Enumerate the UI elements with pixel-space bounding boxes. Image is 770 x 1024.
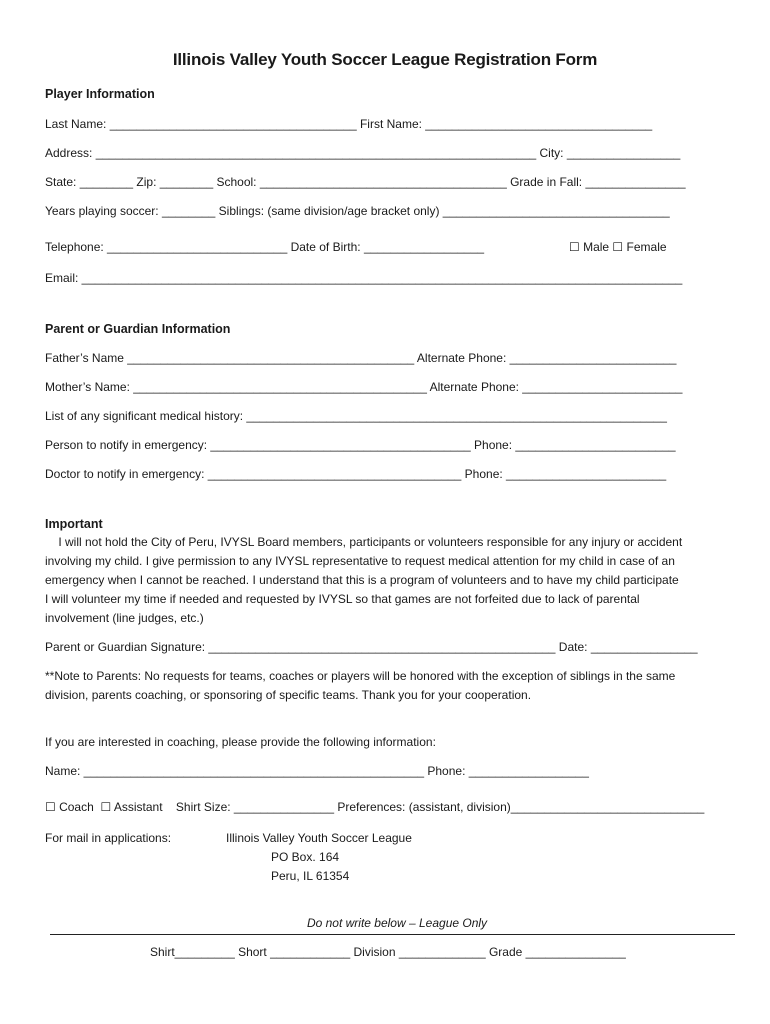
medical-history-row[interactable]: List of any significant medical history: _______________________________________________________________ — [45, 409, 667, 423]
paragraph-line: involvement (line judges, etc.) — [45, 611, 204, 625]
coach-options-row[interactable]: ☐ Coach ☐ Assistant Shirt Size: _______________ Preferences: (assistant, division)_____________________________ — [45, 800, 705, 814]
father-name-row[interactable]: Father’s Name ___________________________________________ Alternate Phone: _________________________ — [45, 351, 677, 365]
parent-info-heading: Parent or Guardian Information — [45, 322, 231, 336]
email-field-row[interactable]: Email: __________________________________________________________________________________________ — [45, 271, 683, 285]
telephone-dob-row[interactable]: Telephone: ___________________________ Date of Birth: __________________ — [45, 240, 485, 254]
doctor-contact-row[interactable]: Doctor to notify in emergency: ______________________________________ Phone: ________________________ — [45, 467, 667, 481]
gender-checkboxes[interactable]: ☐ Male ☐ Female — [569, 240, 667, 254]
paragraph-line: I will volunteer my time if needed and requested by IVYSL so that games are not forfeited due to lack of parental — [45, 592, 640, 606]
page-title: Illinois Valley Youth Soccer League Registration Form — [172, 50, 598, 69]
coaching-intro: If you are interested in coaching, please provide the following information: — [45, 735, 436, 749]
mother-name-row[interactable]: Mother’s Name: ____________________________________________ Alternate Phone: ________________________ — [45, 380, 683, 394]
paragraph-line: emergency when I cannot be reached. I understand that this is a program of volunteers and to have my child participate — [45, 573, 679, 587]
note-paragraph — [45, 667, 725, 705]
player-info-heading: Player Information — [45, 87, 155, 101]
state-zip-school-row[interactable]: State: ________ Zip: ________ School: _____________________________________ Grade in Fall: _______________ — [45, 175, 686, 189]
important-paragraph — [45, 533, 725, 628]
years-siblings-row[interactable]: Years playing soccer: ________ Siblings: (same division/age bracket only) __________________________________ — [45, 204, 670, 218]
important-heading: Important — [45, 517, 103, 531]
address-fields-row[interactable]: Address: __________________________________________________________________ City: _________________ — [45, 146, 681, 160]
office-use-caption: Do not write below – League Only — [306, 916, 488, 930]
note-line: **Note to Parents: No requests for teams, coaches or players will be honored with the exception of siblings in the same — [45, 669, 676, 683]
signature-row[interactable]: Parent or Guardian Signature: ____________________________________________________ Date: ________________ — [45, 640, 698, 654]
office-use-fields[interactable]: Shirt_________ Short ____________ Division _____________ Grade _______________ — [150, 945, 626, 959]
note-line: division, parents coaching, or sponsoring of specific teams. Thank you for your cooperation. — [45, 688, 532, 702]
mail-label: For mail in applications: — [45, 831, 172, 845]
name-fields-row[interactable]: Last Name: _____________________________________ First Name: __________________________________ — [45, 117, 653, 131]
mail-org-name: Illinois Valley Youth Soccer League — [226, 831, 412, 845]
coach-name-row[interactable]: Name: ___________________________________________________ Phone: __________________ — [45, 764, 589, 778]
paragraph-line: I will not hold the City of Peru, IVYSL Board members, participants or volunteers responsible for any injury or accident — [45, 535, 683, 549]
emergency-contact-row[interactable]: Person to notify in emergency: _______________________________________ Phone: ________________________ — [45, 438, 676, 452]
mail-po-box: PO Box. 164 — [271, 850, 340, 864]
divider-rule — [50, 934, 735, 935]
mail-city: Peru, IL 61354 — [271, 869, 350, 883]
paragraph-line: involving my child. I give permission to any IVYSL representative to request medical attention for my child in case of an — [45, 554, 675, 568]
